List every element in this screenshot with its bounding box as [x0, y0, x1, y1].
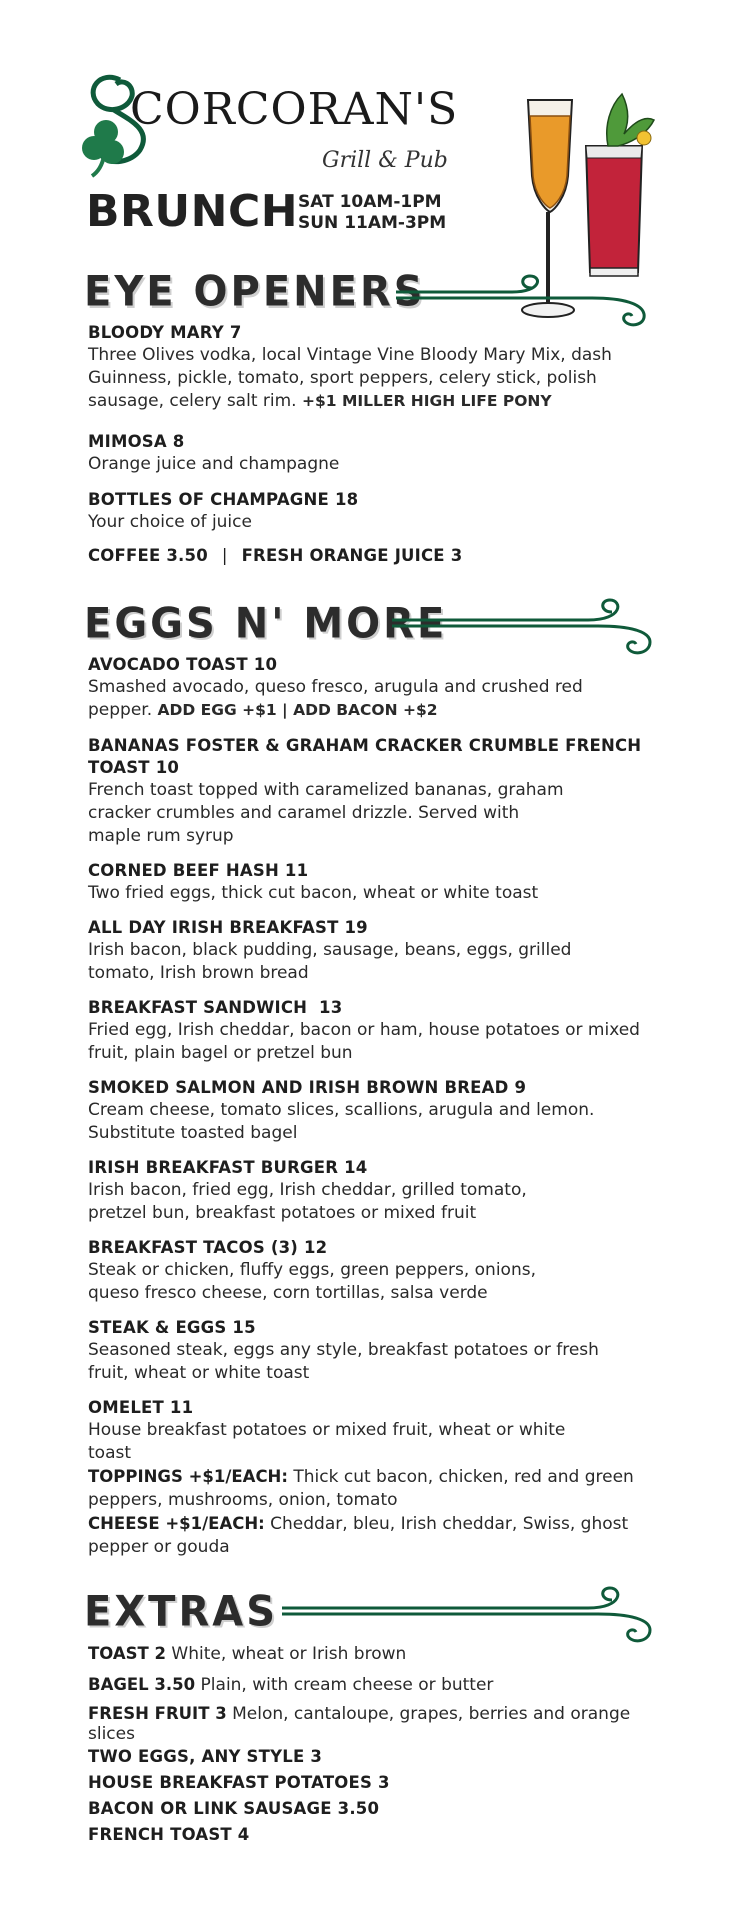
item-description: Melon, cantaloupe, grapes, berries and orange slices [88, 1704, 631, 1744]
menu-item-irish-breakfast [88, 917, 668, 985]
menu-item-corned-beef-hash [88, 860, 668, 905]
item-description: White, wheat or Irish brown [171, 1644, 407, 1664]
item-title: BREAKFAST SANDWICH 13 [88, 998, 343, 1017]
item-title: AVOCADO TOAST 10 [88, 655, 278, 674]
menu-item-omelet [88, 1397, 668, 1559]
menu-item-french-toast: FRENCH TOAST 4 [88, 1825, 250, 1844]
item-title: IRISH BREAKFAST BURGER 14 [88, 1158, 368, 1177]
item-title: OMELET 11 [88, 1398, 194, 1417]
item-title: BAGEL 3.50 [88, 1675, 196, 1694]
item-description: Steak or chicken, fluffy eggs, green peppers, onions, queso fresco cheese, corn tortillas, salsa verde [88, 1260, 536, 1303]
hours-saturday: SAT 10AM-1PM [298, 192, 442, 212]
item-description: French toast topped with caramelized bananas, graham cracker crumbles and caramel drizzle. Served with maple rum syrup [88, 780, 564, 846]
omelet-cheese: CHEESE +$1/EACH: Cheddar, bleu, Irish cheddar, Swiss, ghost pepper or gouda [88, 1514, 629, 1557]
menu-item-champagne [88, 489, 668, 534]
item-title: TOAST 2 [88, 1644, 166, 1663]
menu-item-bagel [88, 1673, 668, 1697]
menu-item-two-eggs: TWO EGGS, ANY STYLE 3 [88, 1747, 323, 1766]
brunch-hours [298, 192, 446, 234]
item-description: Seasoned steak, eggs any style, breakfast potatoes or fresh fruit, wheat or white toast [88, 1340, 599, 1383]
item-title: CORNED BEEF HASH 11 [88, 861, 309, 880]
divider: | [221, 546, 228, 565]
item-description: Orange juice and champagne [88, 454, 340, 474]
item-description: Two fried eggs, thick cut bacon, wheat or white toast [88, 883, 539, 903]
menu-item-breakfast-sandwich [88, 997, 668, 1065]
item-title: BOTTLES OF CHAMPAGNE 18 [88, 490, 359, 509]
item-addon: ADD EGG +$1 | ADD BACON +$2 [157, 701, 438, 719]
item-title: BANANAS FOSTER & GRAHAM CRACKER CRUMBLE FRENCH TOAST 10 [88, 736, 642, 777]
menu-item-avocado-toast [88, 654, 668, 722]
flourish-divider-icon [278, 1582, 658, 1648]
menu-item-steak-and-eggs [88, 1317, 668, 1385]
section-heading-eggs-n-more: EGGS N' MORE [84, 599, 448, 649]
menu-item-fresh-fruit [88, 1704, 668, 1744]
toppings-label: TOPPINGS +$1/EACH: [88, 1467, 288, 1486]
page-title: BRUNCH [86, 186, 299, 237]
logo-name: CORCORAN'S [130, 84, 459, 135]
item-description: Fried egg, Irish cheddar, bacon or ham, house potatoes or mixed fruit, plain bagel or pretzel bun [88, 1020, 640, 1063]
section-heading-extras: EXTRAS [84, 1587, 279, 1637]
item-title: ALL DAY IRISH BREAKFAST 19 [88, 918, 368, 937]
item-description: Three Olives vodka, local Vintage Vine Bloody Mary Mix, dash Guinness, pickle, tomato, sport peppers, celery stick, polish sausage, celery salt rim. +$1 MILLER HIGH LIFE PONY [88, 345, 612, 411]
logo-subtitle: Grill & Pub [322, 148, 448, 173]
flourish-divider-icon [388, 594, 658, 660]
item-title: SMOKED SALMON AND IRISH BROWN BREAD 9 [88, 1078, 527, 1097]
menu-item-mimosa [88, 431, 668, 476]
menu-item-potatoes: HOUSE BREAKFAST POTATOES 3 [88, 1773, 390, 1792]
coffee-price: COFFEE 3.50 [88, 546, 208, 565]
item-addon: +$1 MILLER HIGH LIFE PONY [301, 392, 552, 410]
menu-item-irish-breakfast-burger [88, 1157, 668, 1225]
item-title: FRESH FRUIT 3 [88, 1704, 227, 1723]
item-description: Irish bacon, black pudding, sausage, beans, eggs, grilled tomato, Irish brown bread [88, 940, 572, 983]
omelet-toppings: TOPPINGS +$1/EACH: Thick cut bacon, chicken, red and green peppers, mushrooms, onion, tomato [88, 1467, 634, 1510]
item-description: Smashed avocado, queso fresco, arugula and crushed red pepper. ADD EGG +$1 | ADD BACON +$2 [88, 677, 583, 720]
cheese-label: CHEESE +$1/EACH: [88, 1514, 265, 1533]
item-title: STEAK & EGGS 15 [88, 1318, 256, 1337]
item-title: BLOODY MARY 7 [88, 323, 242, 342]
menu-item-bananas-foster-french-toast [88, 735, 668, 848]
menu-item-toast [88, 1642, 668, 1666]
item-title: MIMOSA 8 [88, 432, 185, 451]
section-heading-eye-openers: EYE OPENERS [84, 267, 426, 317]
menu-item-coffee-juice [88, 545, 668, 567]
item-description: Plain, with cream cheese or butter [200, 1675, 494, 1695]
item-description: Your choice of juice [88, 512, 252, 532]
menu-item-bacon-sausage: BACON OR LINK SAUSAGE 3.50 [88, 1799, 380, 1818]
item-description: Cream cheese, tomato slices, scallions, arugula and lemon. Substitute toasted bagel [88, 1100, 595, 1143]
hours-sunday: SUN 11AM-3PM [298, 213, 447, 233]
orange-juice-price: FRESH ORANGE JUICE 3 [241, 546, 463, 565]
menu-item-smoked-salmon [88, 1077, 668, 1145]
menu-item-bloody-mary [88, 322, 668, 413]
item-title: BREAKFAST TACOS (3) 12 [88, 1238, 328, 1257]
menu-item-breakfast-tacos [88, 1237, 668, 1305]
item-description: House breakfast potatoes or mixed fruit, wheat or white toast [88, 1420, 566, 1463]
item-description: Irish bacon, fried egg, Irish cheddar, grilled tomato, pretzel bun, breakfast potatoes or mixed fruit [88, 1180, 527, 1223]
